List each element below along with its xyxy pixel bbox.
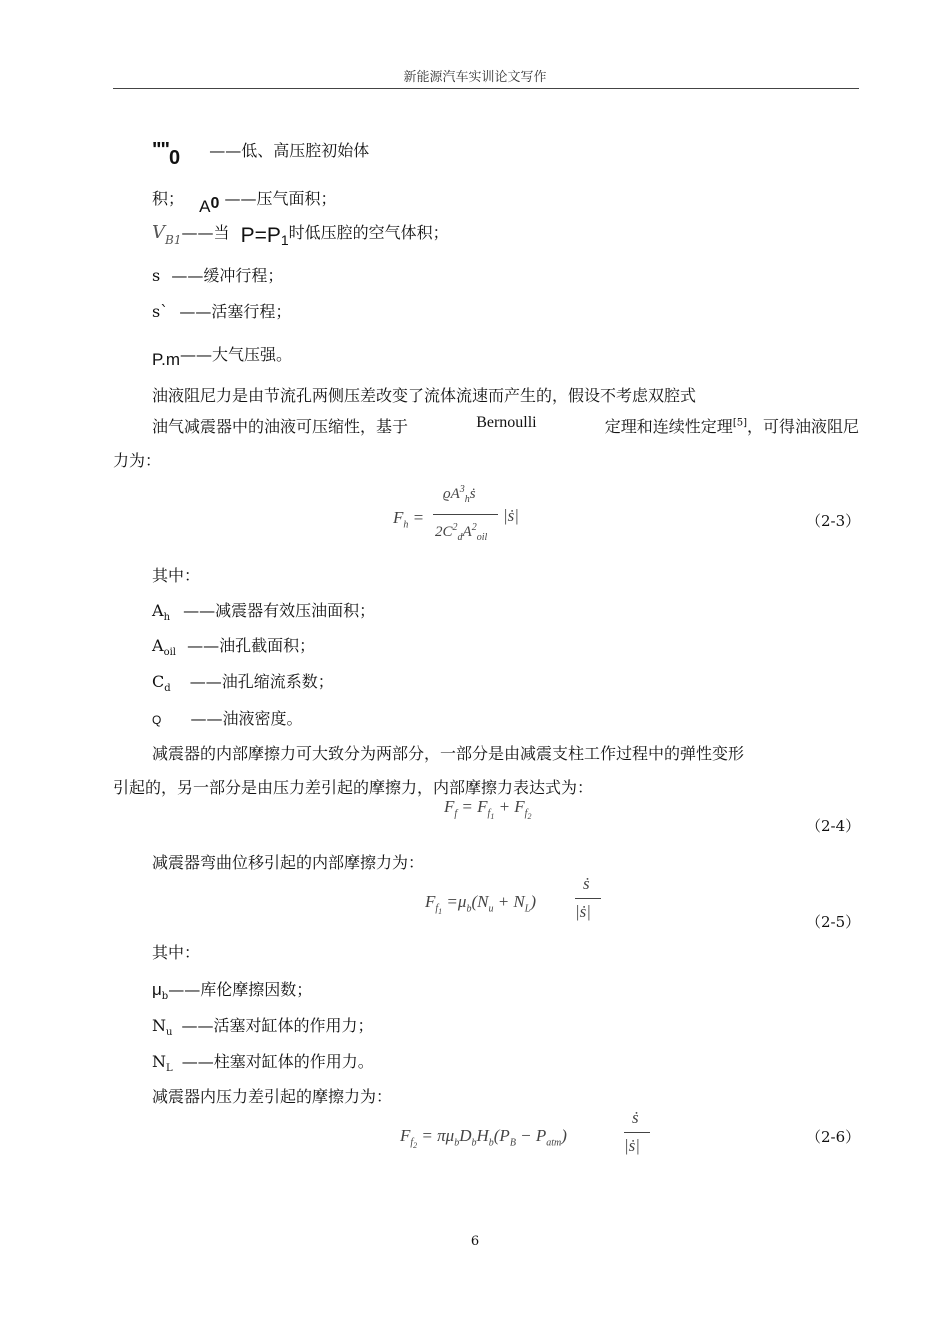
text-fragment: 定理和连续性定理 <box>604 417 733 436</box>
where-item <box>152 706 302 729</box>
equation-2-6 <box>400 1108 660 1164</box>
eq-lhs: $F_h$ = <box>393 508 425 531</box>
where-item <box>152 669 334 694</box>
paragraph-line: 减震器内压力差引起的摩擦力为： <box>152 1087 393 1106</box>
page-number: 6 <box>470 1234 480 1249</box>
symbol-sub: d <box>164 683 171 695</box>
symbol: μ <box>152 980 162 999</box>
eq-symbol: A <box>462 524 472 540</box>
eq-sub: h <box>464 494 470 505</box>
symbol-desc-2: 时低压腔的空气体积； <box>288 223 449 242</box>
where-item <box>152 598 375 623</box>
symbol: Q <box>152 713 162 727</box>
where-item <box>152 977 312 1002</box>
eq-denominator: |ṡ| <box>575 902 591 921</box>
equation-number: （2-5） <box>806 913 861 931</box>
symbol: A <box>152 601 164 620</box>
text-fragment <box>605 414 859 437</box>
paragraph-line: 引起的，另一部分是由压力差引起的摩擦力，内部摩擦力表达式为： <box>113 778 594 797</box>
symbol-desc: ——活塞行程； <box>179 302 292 321</box>
symbol: N <box>152 1016 166 1035</box>
symbol-desc: ——柱塞对缸体的作用力。 <box>181 1052 374 1071</box>
fraction-bar <box>575 898 601 899</box>
symbol-sub: 0 <box>210 195 220 212</box>
symbol-sub: u <box>166 1027 173 1039</box>
eq-sub: oil <box>476 532 488 543</box>
symbol-sub: 0 <box>168 147 181 169</box>
citation: [5] <box>732 417 747 429</box>
equation-number: （2-6） <box>806 1128 861 1146</box>
equation-2-4: $F_f = F_{f_1} + F_{f_2}$ <box>444 797 532 822</box>
eq-numerator: ṡ <box>583 874 590 893</box>
symbol-line-4 <box>152 263 283 286</box>
eq-sub: f2 <box>524 808 532 822</box>
eq-sup: 2 <box>471 522 477 533</box>
where-item <box>152 1049 374 1074</box>
eq-symbol: F <box>393 508 404 527</box>
page-header: 新能源汽车实训论文写作 <box>403 70 547 85</box>
symbol-sub: h <box>163 612 171 624</box>
eq-sup: 3 <box>459 484 465 495</box>
text-fragment: Bernoulli <box>476 414 537 431</box>
symbol-desc: ——油孔截面积； <box>187 636 316 655</box>
symbol: A <box>152 636 164 655</box>
symbol: P.m <box>152 350 181 369</box>
condition-sub: 1 <box>280 232 289 248</box>
text-fragment: 油气减震器中的油液可压缩性，基于 <box>152 417 409 436</box>
symbol-line-3 <box>152 220 449 248</box>
symbol-line-5 <box>152 299 291 322</box>
where-item <box>152 1013 374 1038</box>
symbol-desc: ——减震器有效压油面积； <box>183 601 376 620</box>
symbol-sub: B1 <box>165 233 182 247</box>
where-label: 其中： <box>152 566 201 585</box>
eq-sub: f <box>454 808 458 820</box>
symbol-desc: ——低、高压腔初始体 <box>209 141 370 160</box>
symbol-desc: ——压气面积； <box>224 189 337 208</box>
header-rule <box>113 88 859 89</box>
symbol: s` <box>152 302 169 321</box>
eq-numerator: ṡ <box>632 1108 639 1127</box>
symbol-sub: b <box>161 991 169 1003</box>
symbol-sub: oil <box>163 647 176 659</box>
where-item <box>152 633 315 658</box>
equation-number: （2-4） <box>806 817 861 835</box>
eq-lhs: $F_{f_1} =\mu_b(N_u + N_L)$ <box>425 892 536 917</box>
symbol: A <box>199 197 211 216</box>
fraction-bar <box>624 1132 650 1133</box>
equation-2-5 <box>425 874 615 930</box>
paragraph-line: 减震器弯曲位移引起的内部摩擦力为： <box>152 853 425 872</box>
eq-symbol: F <box>444 797 455 816</box>
symbol-line-1 <box>152 138 370 169</box>
eq-sub: f1 <box>487 808 495 822</box>
paragraph-line: 减震器的内部摩擦力可大致分为两部分，一部分是由减震支柱工作过程中的弹性变形 <box>152 744 745 763</box>
symbol-prefix: 积； <box>152 189 185 208</box>
symbol-line-6 <box>152 342 293 369</box>
symbol-desc: ——当 <box>181 223 230 242</box>
text-fragment: ，可得油液阻尼 <box>746 417 859 436</box>
symbol-sub: L <box>166 1063 173 1075</box>
eq-sup: 2 <box>452 522 458 533</box>
eq-denominator <box>435 522 487 543</box>
condition: P=P <box>240 224 281 247</box>
symbol-desc: ——油孔缩流系数； <box>189 672 334 691</box>
equation-number: （2-3） <box>806 512 861 530</box>
eq-numerator <box>443 484 476 505</box>
symbol: V <box>152 222 165 243</box>
paragraph-line: 油液阻尼力是由节流孔两侧压差改变了流体流速而产生的，假设不考虑双腔式 <box>152 386 697 405</box>
equation-2-3 <box>393 484 553 556</box>
eq-abs: |ṡ| <box>503 506 519 525</box>
symbol-desc: ——油液密度。 <box>190 709 303 728</box>
where-label: 其中： <box>152 943 201 962</box>
paragraph-line <box>152 414 859 437</box>
eq-sub: d <box>457 532 463 543</box>
symbol-desc: ——库伦摩擦因数； <box>168 980 313 999</box>
eq-denominator: |ṡ| <box>624 1136 640 1155</box>
eq-sub: h <box>403 519 409 531</box>
symbol-desc: ——大气压强。 <box>180 345 293 364</box>
eq-lhs: $F_{f_2} = \pi\mu_bD_bH_b(P_B - P_{atm})$ <box>400 1126 567 1151</box>
symbol-desc: ——活塞对缸体的作用力； <box>181 1016 374 1035</box>
paragraph-line: 力为： <box>113 451 162 470</box>
eq-symbol: ϱA <box>443 486 460 502</box>
symbol: "" <box>152 139 169 161</box>
fraction-bar <box>433 514 498 515</box>
symbol: C <box>152 672 165 691</box>
symbol-line-2 <box>152 186 337 216</box>
symbol: N <box>152 1052 166 1071</box>
eq-symbol: 2C <box>435 524 453 540</box>
symbol-desc: ——缓冲行程； <box>171 266 284 285</box>
symbol: s <box>152 266 161 285</box>
eq-symbol: ṡ <box>469 486 476 502</box>
